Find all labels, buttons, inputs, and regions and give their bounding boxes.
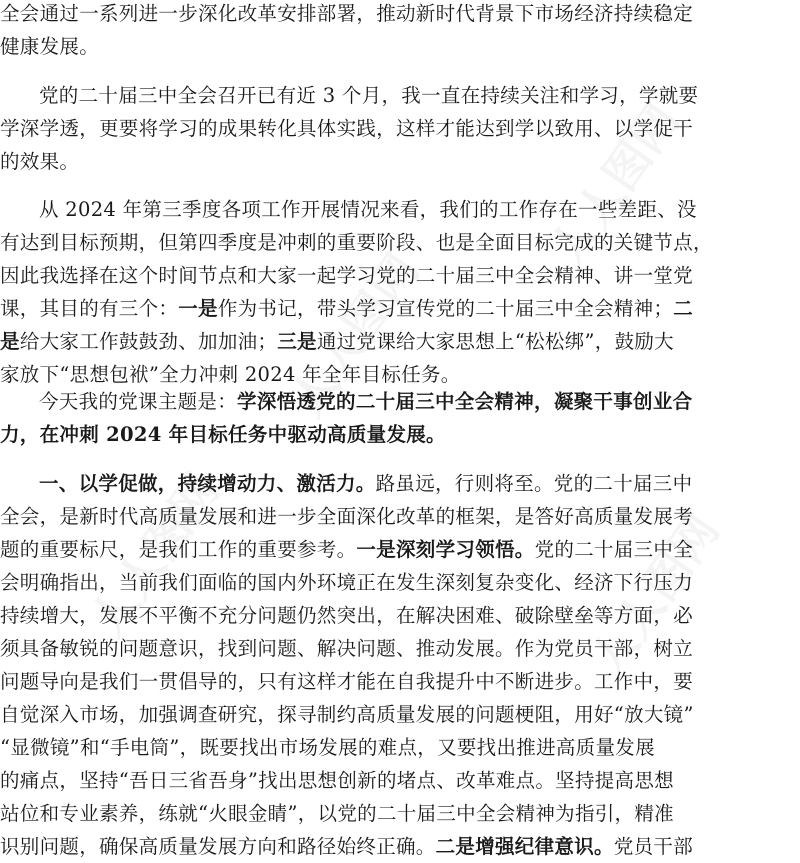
text-line (0, 830, 800, 863)
text-run: 的痛点，坚持“吾日三省吾身”找出思想创新的堵点、改革难点。坚持提高思想 (0, 769, 674, 792)
text-line (0, 665, 800, 698)
text-line (0, 467, 800, 500)
paragraph-section-one (0, 467, 800, 863)
text-line (0, 566, 800, 599)
text-run: 从 2024 年第三季度各项工作开展情况来看，我们的工作存在一些差距、没 (39, 198, 697, 221)
text-run: 题的重要标尺，是我们工作的重要参考。 (0, 538, 357, 561)
text-line (0, 30, 800, 63)
text-run: 今天我的党课主题是： (39, 390, 238, 413)
text-line (0, 226, 800, 259)
text-run: 作为书记，带头学习宣传党的二十届三中全会精神； (217, 297, 674, 320)
text-line (0, 731, 800, 764)
text-run: 全会，是新时代高质量发展和进一步全面深化改革的框架，是答好高质量发展考 (0, 505, 694, 528)
text-run: 家放下“思想包袱”全力冲刺 2024 年全年目标任务。 (0, 363, 461, 386)
text-run: 课，其目的有三个： (0, 297, 179, 320)
bold-text-run: 三是 (277, 330, 317, 353)
text-run: 持续增大，发展不平衡不充分问题仍然突出，在解决困难、破除壁垒等方面，必 (0, 604, 694, 627)
text-run: 站位和专业素养，练就“火眼金睛”，以党的二十届三中全会精神为指引，精准 (0, 802, 674, 825)
text-run: 路虽远，行则将至。党的二十届三中 (375, 472, 693, 495)
text-run: 党的二十届三中全 (534, 538, 694, 561)
text-line (0, 325, 800, 358)
paragraph-study-goal (0, 79, 800, 178)
text-line (0, 193, 800, 226)
text-run: 健康发展。 (0, 35, 100, 58)
text-run: 全会通过一系列进一步深化改革安排部署，推动新时代背景下市场经济持续稳定 (0, 2, 694, 25)
text-run: “显微镜”和“手电筒”，既要找出市场发展的难点，又要找出推进高质量发展 (0, 736, 655, 759)
paragraph-theme (0, 385, 800, 451)
text-run: 党员干部 (613, 835, 694, 858)
text-line (0, 259, 800, 292)
paragraph-continuation (0, 0, 800, 63)
paragraph-purpose (0, 193, 800, 391)
text-line (0, 797, 800, 830)
text-line (0, 145, 800, 178)
text-line (0, 533, 800, 566)
bold-text-run: 力，在冲刺 2024 年目标任务中驱动高质量发展。 (0, 423, 446, 446)
text-run: 须具备敏锐的问题意识，找到问题、解决问题、推动发展。作为党员干部，树立 (0, 637, 694, 660)
text-line (0, 79, 800, 112)
text-line (0, 632, 800, 665)
bold-text-run: 一、以学促做，持续增动力、激活力。 (39, 472, 376, 495)
text-run: 因此我选择在这个时间节点和大家一起学习党的二十届三中全会精神、讲一堂党 (0, 264, 694, 287)
text-run: 有达到目标预期，但第四季度是冲刺的重要阶段、也是全面目标完成的关键节点， (0, 231, 713, 254)
text-run: 问题导向是我们一贯倡导的，只有这样才能在自我提升中不断进步。工作中，要 (0, 670, 694, 693)
text-run: 的效果。 (0, 150, 80, 173)
bold-text-run: 学深悟透党的二十届三中全会精神，凝聚干事创业合 (237, 390, 693, 413)
text-line (0, 0, 800, 30)
bold-text-run: 一是 (178, 297, 218, 320)
bold-text-run: 一是深刻学习领悟。 (356, 538, 535, 561)
text-run: 会明确指出，当前我们面临的国内外环境正在发生深刻复杂变化、经济下行压力 (0, 571, 694, 594)
text-line (0, 385, 800, 418)
text-line (0, 698, 800, 731)
text-run: 识别问题，确保高质量发展方向和路径始终正确。 (0, 835, 436, 858)
text-line (0, 599, 800, 632)
text-run: 通过党课给大家思想上“松松绑”，鼓励大 (316, 330, 674, 353)
text-line (0, 292, 800, 325)
text-line (0, 418, 800, 451)
text-run: 党的二十届三中全会召开已有近 3 个月，我一直在持续关注和学习，学就要 (39, 84, 699, 107)
bold-text-run: 二是增强纪律意识。 (435, 835, 614, 858)
text-run: 学深学透，更要将学习的成果转化具体实践，这样才能达到学以致用、以学促干 (0, 117, 694, 140)
bold-text-run: 是 (0, 330, 20, 353)
bold-text-run: 二 (673, 297, 694, 320)
text-line (0, 112, 800, 145)
text-line (0, 500, 800, 533)
text-run: 自觉深入市场，加强调查研究，探寻制约高质量发展的问题梗阻，用好“放大镜” (0, 703, 694, 726)
text-line (0, 764, 800, 797)
text-run: 给大家工作鼓鼓劲、加加油； (19, 330, 278, 353)
